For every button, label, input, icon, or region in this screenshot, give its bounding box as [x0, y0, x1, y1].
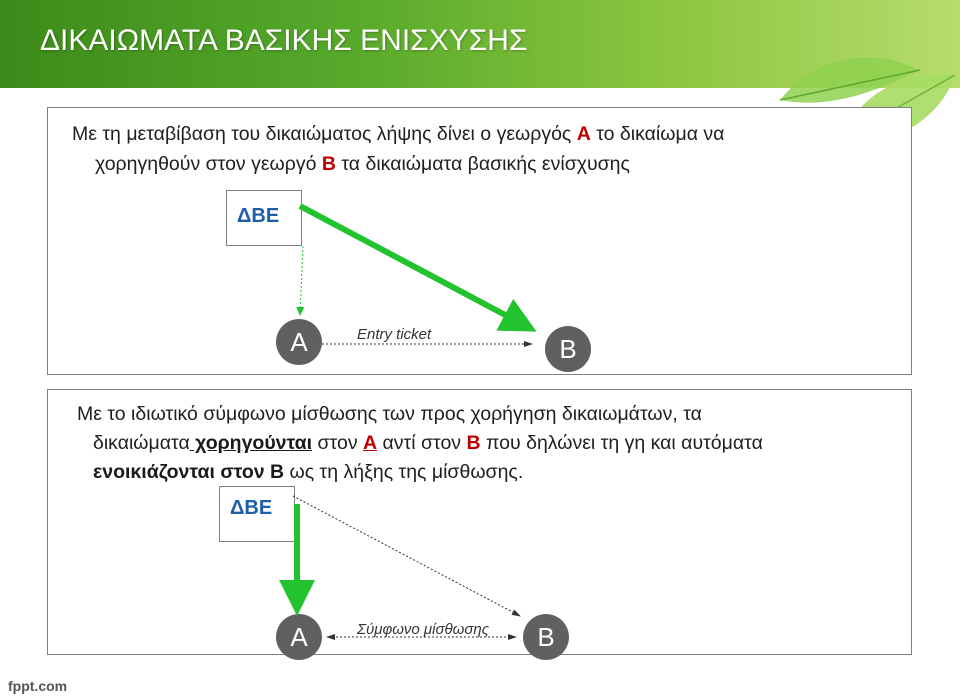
panel2-line1: Με το ιδιωτικό σύμφωνο μίσθωσης των προς χορήγηση δικαιωμάτων, τα	[77, 403, 702, 425]
edge-label-entry-ticket: Entry ticket	[357, 326, 432, 343]
dbe-box-2	[219, 486, 295, 542]
panel2-line3: ενοικιάζονται στον Β ως τη λήξης της μίσθωσης.	[93, 461, 524, 483]
dbe-label-2: ΔΒΕ	[230, 497, 273, 519]
panel2-line2: δικαιώματα χορηγούνται στον Α αντί στον Β που δηλώνει τη γη και αυτόματα	[93, 432, 763, 454]
edge-label-lease: Σύμφωνο μίσθωσης	[357, 621, 490, 638]
slide-title: ΔΙΚΑΙΩΜΑΤΑ ΒΑΣΙΚΗΣ ΕΝΙΣΧΥΣΗΣ	[40, 24, 528, 57]
node-a-1: Α	[276, 319, 322, 365]
node-a-2: Α	[276, 614, 322, 660]
footer-logo: fppt.com	[8, 678, 68, 694]
node-b-1: Β	[545, 326, 591, 372]
panel1-line2: χορηγηθούν στον γεωργό Β τα δικαιώματα βασικής ενίσχυσης	[95, 153, 630, 175]
dbe-label-1: ΔΒΕ	[237, 205, 280, 227]
node-b-2: Β	[523, 614, 569, 660]
dbe-box-1	[226, 190, 302, 246]
panel1-line1: Με τη μεταβίβαση του δικαιώματος λήψης δίνει ο γεωργός Α το δικαίωμα να	[72, 123, 725, 145]
